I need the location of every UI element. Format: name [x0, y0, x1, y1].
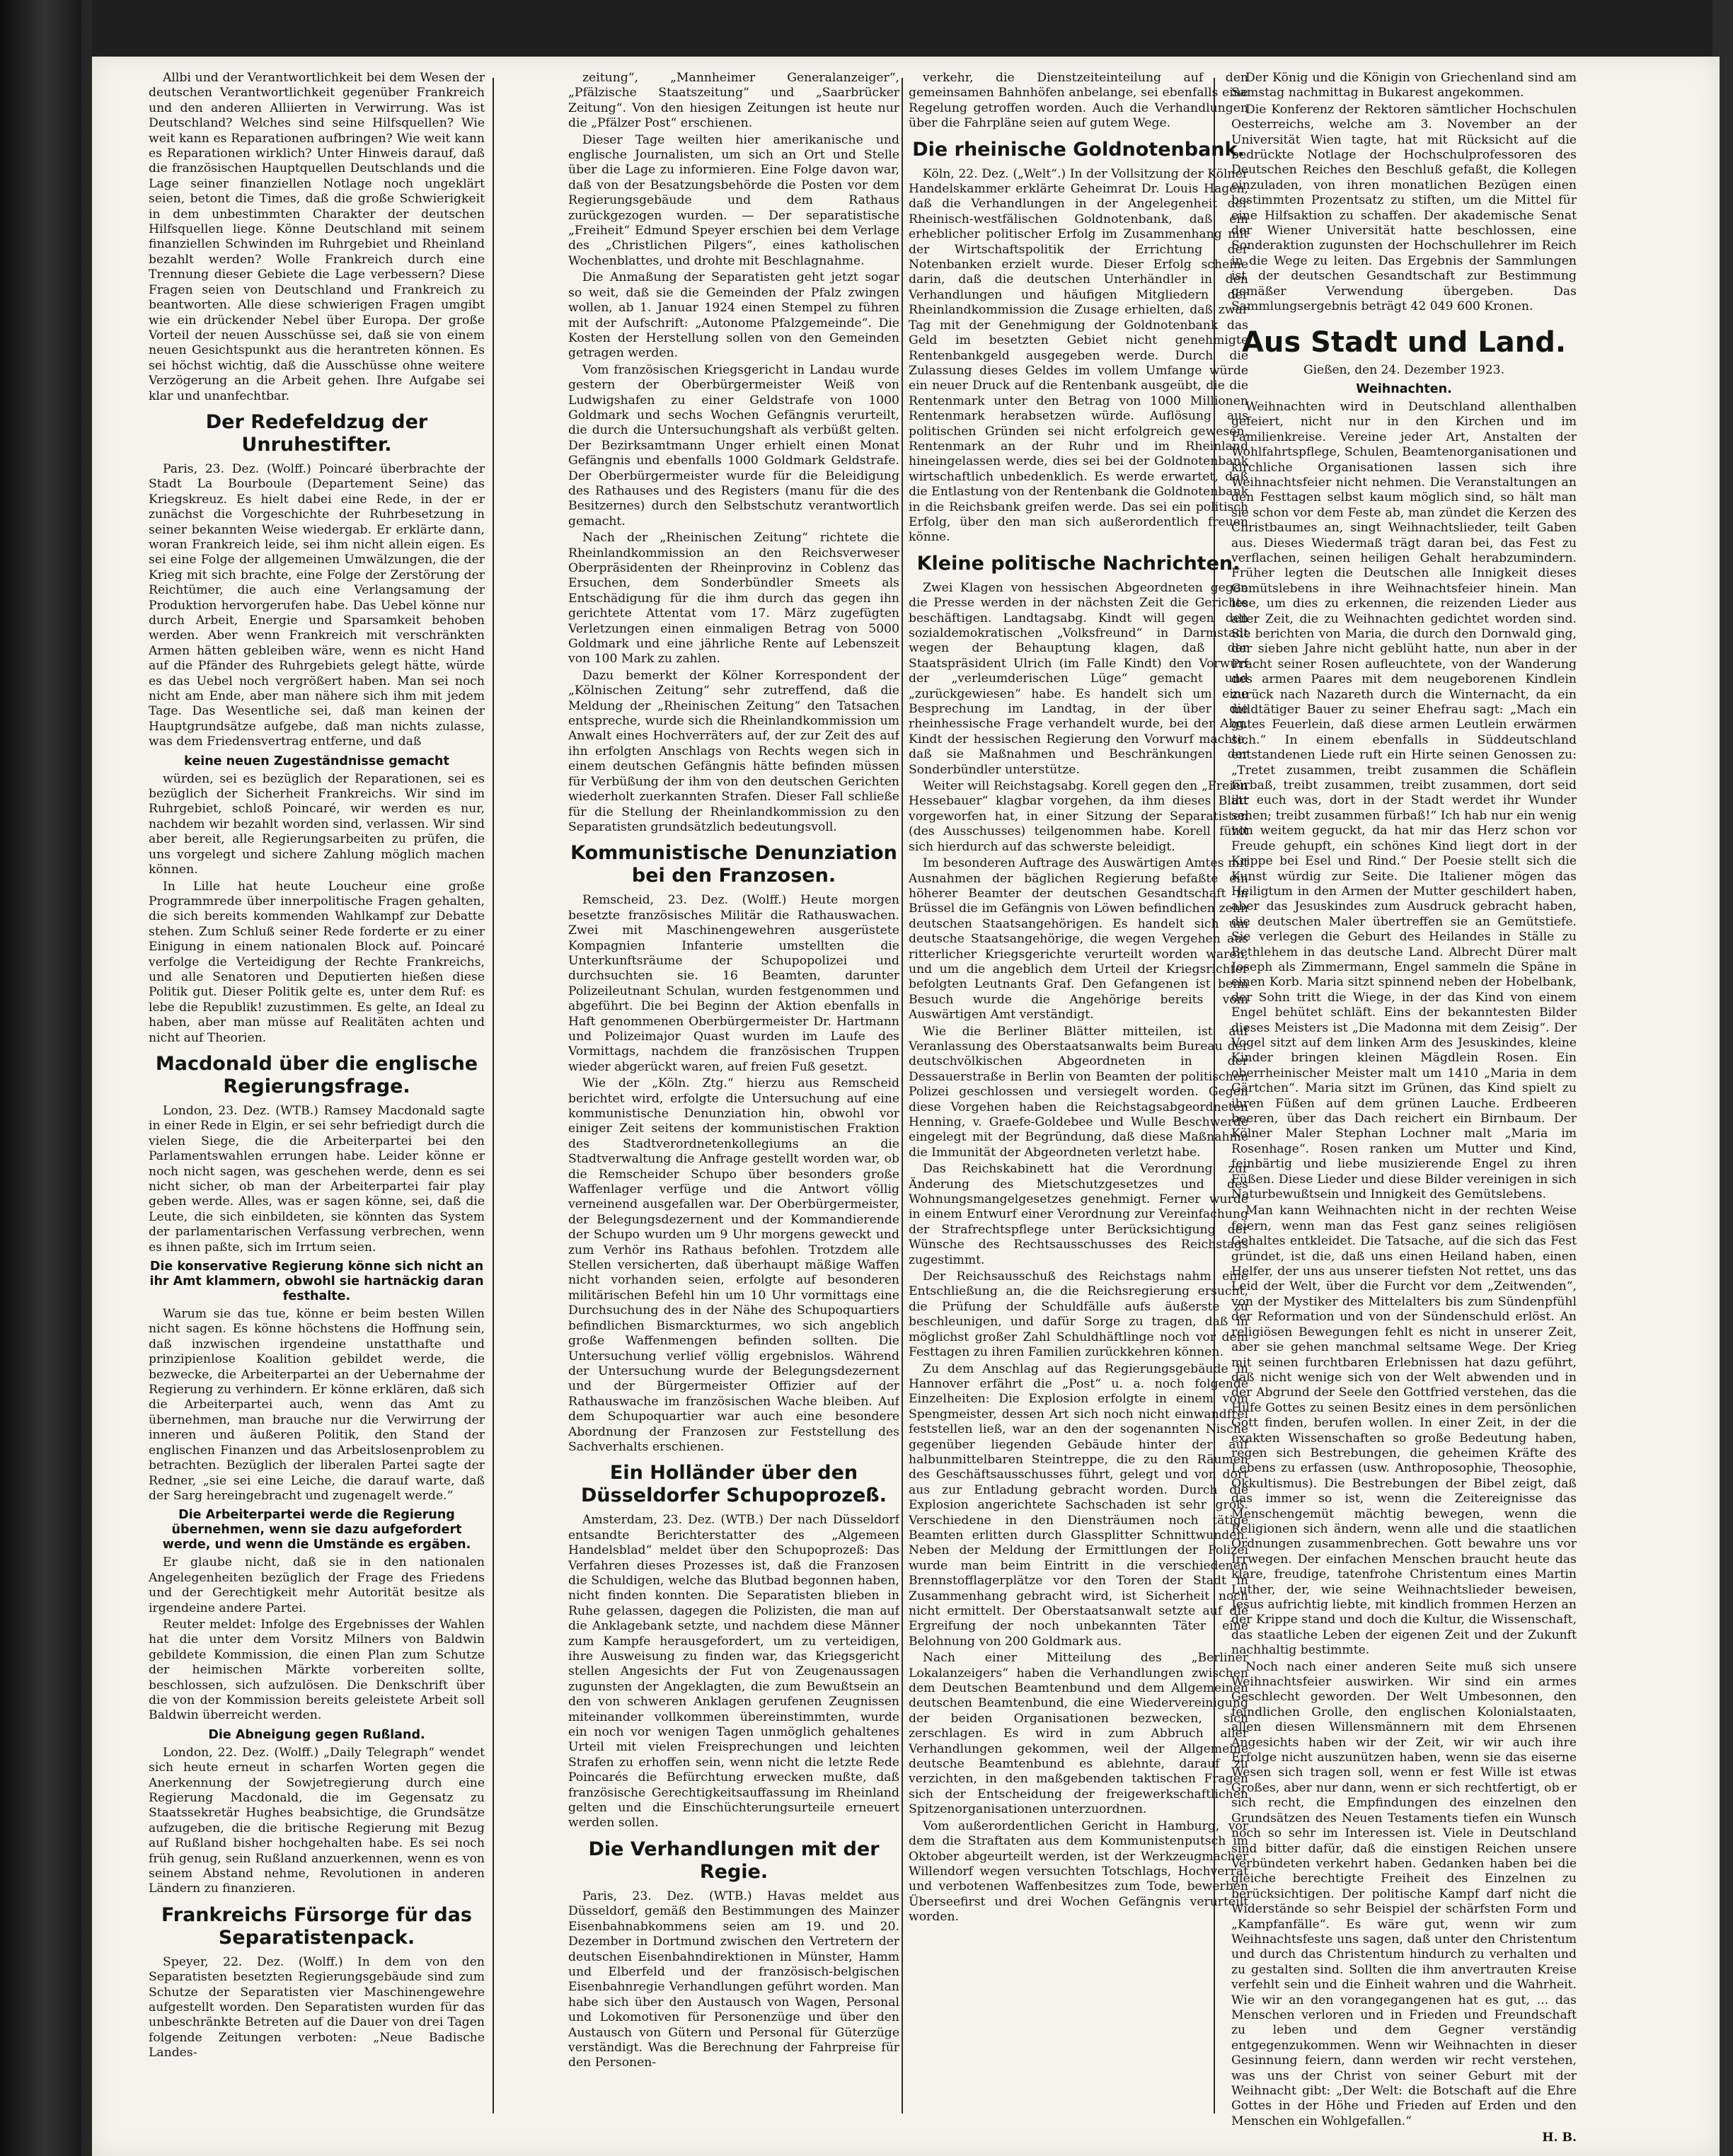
- article-headline: Kleine politische Nachrichten.: [916, 552, 1240, 575]
- section-headline: Aus Stadt und Land.: [1241, 325, 1567, 359]
- article-paragraph: Vom französischen Kriegsgericht in Landau wurde gestern der Oberbürgermeister Weiß von Ludwigshafen zu einer Geldstrafe von 1000 Goldmark und sechs Wochen Gefängnis verurteilt, die durch die Untersuchungshaft als verbüßt gelten. Der Bezirksamtmann Unger erhielt einen Monat Gefängnis und ebenfalls 1000 Goldmark Geldstrafe. Der Oberbürgermeister wurde für die Beleidigung des Rathauses und des Registers (manu für die des Besitzernes) durch den Selbstschutz verantwortlich gemacht.: [568, 362, 899, 529]
- article-paragraph: verkehr, die Dienstzeiteinteilung auf den gemeinsamen Bahnhöfen anbelange, sei ebenfalls eine Regelung getroffen worden. Auch die Verhandlungen über die Fahrpläne seien auf gutem Wege.: [909, 71, 1248, 131]
- article-paragraph: Die Anmaßung der Separatisten geht jetzt sogar so weit, daß sie die Gemeinden der Pfalz zwingen wollen, ab 1. Januar 1924 einen Stempel zu führen mit der Aufschrift: „Autonome Pfalzgemeinde“. Die Kosten der Herstellung sollen von den Gemeinden getragen werden.: [568, 270, 899, 361]
- article-paragraph: Wie die Berliner Blätter mitteilen, ist auf Veranlassung des Oberstaatsanwalts beim Bureau der deutschvölkischen Abgeordneten in der Dessauerstraße in Berlin von Beamten der politischen Polizei geschlossen und versiegelt worden. Gegen diese Vorgehen haben die Reichstagsabgeordneten Henning, v. Graefe-Goldebee und Wulle Beschwerde eingelegt mit der Begründung, daß diese Maßnahme die Immunität der Abgeordneten verletzt habe.: [909, 1024, 1248, 1160]
- article-paragraph: Allbi und der Verantwortlichkeit bei dem Wesen der deutschen Verantwortlichkeit gegenüber Frankreich und den anderen Alliierten in Verwirrung. Was ist Deutschland? Welches sind seine Hilfsquellen? Wie weit kann es Reparationen aufbringen? Wie weit kann es Reparationen wirklich? Unter Hinweis darauf, daß die französischen Hauptquellen Deutschlands und die Lage seiner finanziellen Notlage noch ungeklärt seien, betont die Times, daß die große Schwierigkeit in dem unbestimmten Charakter der deutschen Hilfsquellen liege. Könne Deutschland mit seinem finanziellen Schwinden im Ruhrgebiet und Rheinland bezahlt werden? Wolle Frankreich durch eine Trennung dieser Gebiete die Lage verbessern? Diese Fragen seien von Deutschland und Frankreich zu beantworten. Alle diese schwierigen Fragen umgibt wie ein drückender Nebel über Europa. Der große Vorteil der neuen Ausschüsse sei, daß sie von einem neuen Gesichtspunkt aus die herantreten können. Es sei höchst wichtig, daß die Ausschüsse ohne weitere Verzögerung an die Arbeit gehen. Ihre Aufgabe sei klar und unanfechtbar.: [149, 71, 485, 403]
- book-binding: [0, 0, 81, 2156]
- article-paragraph: Zwei Klagen von hessischen Abgeordneten gegen die Presse werden in der nächsten Zeit die Gerichte beschäftigen. Landtagsabg. Kindt will gegen den sozialdemokratischen „Volksfreund“ in Darmstadt wegen der Behauptung klagen, daß der Staatspräsident Ulrich (im Falle Kindt) den Vorwurf der „verleumderischen Lüge“ gemacht und „zurückgewiesen“ habe. Es handelt sich um eine Besprechung im Landtag, in der über die rheinhessische Frage verhandelt wurde, bei der Abg. Kindt der hessischen Regierung den Vorwurf machte, daß sie Maßnahmen und Beschränkungen der Sonderbündler unterstütze.: [909, 580, 1248, 777]
- article-paragraph: Die Konferenz der Rektoren sämtlicher Hochschulen Oesterreichs, welche am 3. November an der Universität Wien tagte, hat mit Rücksicht auf die bedrückte Notlage der Hochschulprofessoren des Deutschen Reiches den Beschluß gefaßt, die Kollegen einzuladen, von ihren monatlichen Bezügen einen bestimmten Prozentsatz zu stiften, um die Mittel für eine Hilfsaktion zu schaffen. Der akademische Senat der Wiener Universität hatte beschlossen, eine Sonderaktion zugunsten der Hochschullehrer im Reich in die Wege zu leiten. Das Ergebnis der Sammlungen ist der deutschen Gesandtschaft zur Bestimmung gemäßer Verwendung übergeben. Das Sammlungsergebnis beträgt 42 049 600 Kronen.: [1231, 102, 1577, 314]
- article-paragraph: Zu dem Anschlag auf das Regierungsgebäude in Hannover erfährt die „Post“ u. a. noch folgende Einzelheiten: Die Explosion erfolgte in einem vom Spengmeister, dessen Art sich noch nicht einwandfrei feststellen ließ, war an den der sogenannten Nische gegenüber liegenden Gebäude hinter der auf halbunmittelbaren Steintreppe, die zu den Räumen des Geschäftsausschusses führt, gelegt und von dort aus zur Entladung gebracht worden. Durch die Explosion angerichtete Sachschaden ist sehr groß. Verschiedene in den Diensträumen noch tätige Beamten erlitten durch Glassplitter Schnittwunden. Neben der Meldung der Ermittlungen der Polizei wurde man beim Eintritt in die verschiedenen Brennstofflagerplätze vor den Toren der Stadt in Zusammenhang gebracht wird, ist Sicherheit noch nicht ermittelt. Der Oberstaatsanwalt setzte auf die Ergreifung der noch unbekannten Täter eine Belohnung von 200 Goldmark aus.: [909, 1361, 1248, 1649]
- subheadline: Die Abneigung gegen Rußland.: [208, 1727, 425, 1742]
- article-headline: Ein Holländer über den Düsseldorfer Schupoprozeß.: [581, 1462, 887, 1507]
- author-signature: H. B.: [1542, 2131, 1577, 2142]
- subheadline: Die konservative Regierung könne sich nicht an ihr Amt klammern, obwohl sie hartnäckig daran festhalte.: [149, 1259, 484, 1304]
- article-paragraph: Noch nach einer anderen Seite muß sich unsere Weihnachtsfeier auswirken. Wir sind ein armes Geschlecht geworden. Der Welt Umbesonnen, den feindlichen Grolle, den englischen Kolonialstaaten, allen diesen Willensmännern mit dem Ehrsenen Angesichts haben wir der Zeit, wir wir auch ihre Erfolge nicht auszunützen haben, wenn sie das eiserne Wesen sich tragen soll, wenn er fest Wille ist etwas Großes, aber nur dann, wenn er sich rechtfertigt, ob er sich recht, die Empfindungen des einzelnen den Grundsätzen des Neuen Testaments tiefen ein Wunsch noch so sehr im Interessen ist. Viele in Deutschland sind bitter dafür, daß die einstigen Reichen unsere Verbündeten verkehrt haben. Gedanken haben bei die gleiche berechtigte Freiheit des Einzelnen zu berücksichtigen. Der politische Kampf darf nicht die Widerstände so sehr Beispiel der schärfsten Form und „Kampfanfälle“. Es wäre gut, wenn wir zum Weihnachtsfeste uns sagen, daß unter den Christentum und durch das Christentum hindurch zu verhalten und zu gestalten sind. Sollten die ihm anvertrauten Kreise verfehlt sein und die Einheit wahren und die Wahrheit. Wie wir an den vorangegangenen hat es gut, ... das Menschen verloren und in Frieden und Freundschaft zu leben und dem Gegner verständig entgegenzukommen. Wenn wir Weihnachten in dieser Gesinnung feiern, dann werden wir recht verstehen, was uns der Christ von seiner Geburt mit der Weihnacht gibt: „Der Welt: die Botschaft auf die Ehre Gottes in der Höhe und Frieden auf Erden und den Menschen ein Wohlgefallen.“: [1231, 1659, 1577, 2128]
- article-paragraph: Dazu bemerkt der Kölner Korrespondent der „Kölnischen Zeitung“ sehr zutreffend, daß die Meldung der „Rheinischen Zeitung“ den Tatsachen entspreche, wurde sich die Rheinlandkommission um Anwalt eines Hochverräters auf, der zur Zeit des auf ihn erfolgten Anschlags von Rechts wegen sich in einem deutschen Gefängnis hätte befinden müssen für Verbüßung der ihm von den deutschen Gerichten wiederholt zuerkannten Strafen. Dieser Fall schließe für die Stellung der Rheinlandkommission zu den Separatisten grundsätzlich bedeutungsvoll.: [568, 668, 899, 834]
- article-paragraph: Weihnachten wird in Deutschland allenthalben gefeiert, nicht nur in den Kirchen und im Familienkreise. Vereine jeder Art, Anstalten der Wohlfahrtspflege, Schulen, Beamtenorganisationen und kirchliche Organisationen lassen sich ihre Weihnachtsfeier nicht nehmen. Die Veranstaltungen an den Festtagen selbst kaum möglich sind, so hält man sie schon vor dem Feste ab, man zündet die Kerzen des Christbaumes an, singt Weihnachtslieder, teilt Gaben aus. Dieses Wiedermaß trägt daran bei, das Fest zu verflachen, seinen heiligen Gehalt herabzumindern. Früher legten die Deutschen alle Innigkeit dieses Gemütslebens in ihre Weihnachtsfeier hinein. Man lese, um dies zu erkennen, die reizenden Lieder aus aller Zeit, die zu Weihnachten gedichtet worden sind. Sie berichten von Maria, die durch den Dornwald ging, der sieben Jahre nicht geblüht hatte, nun aber in der Pracht seiner Rosen aufleuchtete, von der Wanderung des armen Paares mit dem neugeborenen Kindlein zurück nach Nazareth durch die Winternacht, da ein mildtätiger Bauer zu seiner Ehefrau sagt: „Mach ein gutes Feuerlein, daß diese armen Leutlein erwärmen sich.“ In einem ebenfalls in Süddeutschland entstandenen Liede ruft ein Hirte seinen Genossen zu: „Tretet zusammen, treibt zusammen die Schäflein fürbaß, treibt zusammen, treibt zusammen, dort seid ihr euch was, dort in der Stadt werdet ihr Wunder sehen; treibt zusammen fürbaß!“ Ich hab nur ein wenig von weitem geguckt, da hat mir das Herz schon vor Freude gehupft, ein schönes Kind liegt dort in der Krippe bei Esel und Rind.“ Der Poesie stellt sich die Kunst würdig zur Seite. Die Italiener mögen das Heiligtum in den Armen der Mutter geschildert haben, aber das Jesuskindes zum Ausdruck gebracht haben, die deutschen Maler übertreffen sie an Gemütstiefe. Sie verlegen die Geburt des Heilandes in Ställe zu Bethlehem in das deutsche Land. Albrecht Dürer malt Joseph als Zimmermann, Engel sammeln die Späne in einen Korb. Maria sitzt spinnend neben der Hobelbank, der Sohn tritt die Wiege, in der das Kind von einem Engel behütet schläft. Eins der bekanntesten Bilder dieses Meisters ist „Die Madonna mit dem Zeisig“. Der Vogel sitzt auf dem linken Arm des Jesuskindes, kleine Kinder bringen kleinen Mägdlein Rosen. Ein oberrheinischer Meister malt um 1410 „Maria in dem Gärtchen“. Maria sitzt im Grünen, das Kind spielt zu ihren Füßen auf dem grünen Lauche. Erdbeeren beeren, über das Dach reichert ein Birnbaum. Der Kölner Maler Stephan Lochner malt „Maria im Rosenhage“. Rosen ranken um Mutter und Kind, feinbärtig und liebe musizierende Engel zu ihren Füßen. Diese Lieder und diese Bilder vereinigen in sich Naturbewußtsein und Innigkeit des Gemütslebens.: [1231, 399, 1577, 1202]
- scan-border-top: [92, 0, 1720, 57]
- article-paragraph: Nach einer Mitteilung des „Berliner Lokalanzeigers“ haben die Verhandlungen zwischen dem Deutschen Beamtenbund und dem Allgemeinen deutschen Beamtenbund, die eine Wiedervereinigung der beiden Organisationen bezwecken, sich zerschlagen. Es wird in zum Abbruch aller Verhandlungen gekommen, weil der Allgemeine deutsche Beamtenbund es ablehnte, darauf zu verzichten, in den maßgebenden taktischen Fragen sich der Entscheidung der freigewerkschaftlichen Spitzenorganisationen unterzuordnen.: [909, 1651, 1248, 1817]
- article-paragraph: Speyer, 22. Dez. (Wolff.) In dem von den Separatisten besetzten Regierungsgebäude sind zum Schutze der Separatisten vier Maschinengewehre aufgestellt worden. Den Separatisten wurden für das unbeschränkte Betreten auf die Dauer von drei Tagen folgende Zeitungen verboten: „Neue Badische Landes-: [149, 1954, 485, 2060]
- article-paragraph: Der König und die Königin von Griechenland sind am Samstag nachmittag in Bukarest angekommen.: [1231, 71, 1577, 100]
- column-2: [568, 71, 899, 2142]
- article-headline: Die Verhandlungen mit der Regie.: [588, 1838, 880, 1883]
- article-paragraph: Nach der „Rheinischen Zeitung“ richtete die Rheinlandkommission an den Reichsverweser Oberpräsidenten der Rheinprovinz in Coblenz das Ersuchen, dem Sonderbündler Smeets als Entschädigung für die ihm durch das gegen ihn gerichtete Attentat vom 17. März zugefügten Verletzungen einen einmaligen Betrag von 5000 Goldmark und eine jährliche Rente auf Lebenszeit von 100 Mark zu zahlen.: [568, 531, 899, 667]
- article-headline: Frankreichs Fürsorge für das Separatistenpack.: [161, 1903, 472, 1949]
- article-headline: Die rheinische Goldnotenbank.: [912, 138, 1245, 161]
- subheadline: Die Arbeiterpartei werde die Regierung übernehmen, wenn sie dazu aufgefordert werde, und wenn die Umstände es ergäben.: [162, 1508, 471, 1552]
- article-paragraph: Paris, 23. Dez. (WTB.) Havas meldet aus Düsseldorf, gemäß den Bestimmungen des Mainzer Eisenbahnabkommens seien am 19. und 20. Dezember in Dortmund zwischen den Vertretern der deutschen Eisenbahndirektionen in Münster, Hamm und Elberfeld und der französisch-belgischen Eisenbahnregie Verhandlungen geführt worden. Man habe sich über den Austausch von Wagen, Personal und Lokomotiven für Personenzüge und über den Austausch von Gütern und Personal für Güterzüge verständigt. Was die Berechnung der Fahrpreise für den Personen-: [568, 1889, 899, 2070]
- subheadline: Weihnachten.: [1356, 381, 1452, 396]
- article-paragraph: In Lille hat heute Loucheur eine große Programmrede über innerpolitische Fragen gehalten, die sich bereits kommenden Wahlkampf zur Debatte stehen. Zum Schluß seiner Rede forderte er zu einer Einigung in einem nationalen Block auf. Poincaré verfolge die Verteidigung der Rechte Frankreichs, und alle Senatoren und Deputierten hießen diese Politik gut. Dieser Politik gelte es, unter dem Ruf: es lebe die Republik! zuzustimmen. Es gelte, an Ideal zu haben, aber man müsse auf Realitäten achten und nicht auf Theorien.: [149, 879, 485, 1045]
- article-headline: Macdonald über die englische Regierungsfrage.: [155, 1052, 478, 1097]
- article-paragraph: würden, sei es bezüglich der Reparationen, sei es bezüglich der Sicherheit Frankreichs. Wir sind im Ruhrgebiet, schloß Poincaré, wir werden es nur, nachdem wir bezahlt worden sind, verlassen. Wir sind aber bereit, alle Regierungsarbeiten zu prüfen, die uns vorgelegt und sichere Zahlung möglich machen können.: [149, 771, 485, 877]
- column-1: [149, 71, 485, 2142]
- article-paragraph: Remscheid, 23. Dez. (Wolff.) Heute morgen besetzte französisches Militär die Rathauswachen. Zwei mit Maschinengewehren ausgerüstete Kompagnien Infanterie umstellten die Unterkunftsräume der Schupopolizei und durchsuchten sie. 16 Beamten, darunter Polizeileutnant Schulan, wurden festgenommen und abgeführt. Die bei Beginn der Aktion ebenfalls in Haft genommenen Oberbürgermeister Dr. Hartmann und Polizeimajor Quast wurden im Laufe des Vormittags, nachdem die französischen Truppen wieder abgerückt waren, auf freien Fuß gesetzt.: [568, 893, 899, 1074]
- article-paragraph: Im besonderen Auftrage des Auswärtigen Amtes mit Ausnahmen der bäglichen Regierung befaßte ein höherer Beamter der deutschen Gesandtschaft in Brüssel die im Gefängnis von Löwen befindlichen zehn deutschen Staatsangehörigen. Es handelt sich um deutsche Staatsangehörige, die wegen Vergehen aus ritterlicher Kriegsgerichte verurteilt worden waren, und um die angeblich dem Urteil der Kriegsrichter befolgten Leutnants Graf. Den Gefangenen ist beim Besuch wurde die Angehörige bereits vom Auswärtigen Amt verständigt.: [909, 856, 1248, 1022]
- article-paragraph: Köln, 22. Dez. („Welt“.) In der Vollsitzung der Kölner Handelskammer erklärte Geheimrat Dr. Louis Hagen, daß die Verhandlungen in der Angelegenheit der Rheinisch-westfälischen Goldnotenbank, daß ein erheblicher politischer Erfolg im Zusammenhang mit der Wirtschaftspolitik der Errichtung der Notenbanken erzielt wurde. Dieser Erfolg scheine darin, daß die deutschen Unterhändler in den Verhandlungen und häufigen Mitgliedern der Rheinlandkommission die Zusage erhielten, daß zwar Tag mit der Genehmigung der Goldnotenbank das Geld im besetzten Gebiet nicht genehmigte Rentenbankgeld ausgegeben werde. Durch die Zulassung dieses Geldes im vollem Umfange würde ein neuer Druck auf die Rentenbank ausgeübt, die die Rentenmark unter den Betrag von 1000 Millionen Rentenmark herabsetzen würde. Auflösung aus politischen Gründen sei nicht erfolgreich gewesen, Rentenmark an der Ruhr und im Rheinland hineingelassen werde, dies sei bei der Goldnotenbank wirtschaftlich unbedenklich. Es werde erwartet, daß die Entlastung von der Rentenbank die Goldnotenbank in die Reichsbank greifen werde. Das sei ein politisch Erfolg, über den man sich außerordentlich freuen könne.: [909, 166, 1248, 545]
- column-3: [909, 71, 1248, 2142]
- column-4: [1231, 71, 1577, 2142]
- article-paragraph: Wie der „Köln. Ztg.“ hierzu aus Remscheid berichtet wird, erfolgte die Untersuchung auf eine kommunistische Denunziation hin, obwohl vor einiger Zeit seitens der kommunistischen Fraktion des Stadtverordnetenkollegiums an die Stadtverwaltung die Anfrage gestellt worden war, ob die Remscheider Schupo über besonders große Waffenlager verfüge und die Antwort völlig verneinend ausgefallen war. Der Oberbürgermeister, der Belegungsdezernent und der Kommandierende der Schupo wurden um 9 Uhr morgens geweckt und zum Verhör ins Rathaus befohlen. Trotzdem alle Stellen versicherten, daß überhaupt mäßige Waffen nicht vorhanden seien, erfolgte auf besonderen militärischen Befehl hin um 10 Uhr vormittags eine Durchsuchung des in der Nähe des Schupoquartiers befindlichen Bismarckturmes, wo sich angeblich große Waffenmengen befinden sollten. Die Untersuchung verlief völlig ergebnislos. Während der Untersuchung wurde der Belegungsdezernent und der Bürgermeister Offizier auf der Rathauswache im französischen Wache bleiben. Auf dem Schupoquartier war auch eine besondere Abordnung der Franzosen zur Feststellung des Sachverhalts erschienen.: [568, 1076, 899, 1454]
- article-headline: Der Redefeldzug der Unruhestifter.: [205, 410, 428, 456]
- dateline: Gießen, den 24. Dezember 1923.: [1303, 362, 1504, 377]
- article-paragraph: Vom außerordentlichen Gericht in Hamburg, vor dem die Straftaten aus dem Kommunistenputsch im Oktober abgeurteilt werden, ist der Werkzeugmacher Willendorf wegen versuchten Totschlags, Hochverrat und verbotenen Waffenbesitzes zum Tode, bewerben Überseefirst und drei Wochen Gefängnis verurteilt worden.: [909, 1818, 1248, 1925]
- article-paragraph: Man kann Weihnachten nicht in der rechten Weise feiern, wenn man das Fest ganz seines religiösen Gehaltes entkleidet. Die Tatsache, auf die sich das Fest gründet, ist die, daß uns einen Heiland haben, einen Helfer, der uns aus unserer tiefsten Not rettet, uns das Leid der Welt, über die Furcht vor dem „Zeitwenden“, von der Mystiker des Mittelalters bis zum Sündenpfühl der Reformation und von der Sündenschuld erlöst. An religiösen Bewegungen fehlt es nicht in unserer Zeit, aber sie gehen manchmal seltsame Wege. Der Krieg mit seinen furchtbaren Erlebnissen hat dazu geführt, daß nicht wenige sich von der Welt abwenden und in der Abgrund der Seele den Gottfried verstehen, das die Hilfe Gottes zu seinen Besitz eines in dem persönlichen Gott finden, berufen wollen. In einer Zeit, in der die exakten Wissenschaften so große Bedeutung haben, regen sich Bestrebungen, die geheimen Kräfte des Lebens zu erfassen (usw. Anthroposophie, Theosophie, Okkultismus). Die Bestrebungen der Bibel zeigt, daß das immer so ist, wenn die Zeitereignisse das Menschengemüt mächtig bewegen, wenn die Religionen sich ändern, wenn alle und die staatlichen Ordnungen zusammenbrechen. Gott bewahre uns vor Irrwegen. Der einfachen Menschen braucht heute das klare, freudige, tatenfrohe Christentum eines Martin Luther, der, wie seine Weihnachtslieder beweisen, Jesus aufrichtig liebte, mit kindlich frommen Herzen an der Krippe stand und doch die Kultur, die Wissenschaft, das staatliche Leben der eigenen Zeit und der Zukunft nachhaltig bestimmte.: [1231, 1204, 1577, 1658]
- article-paragraph: Der Reichsausschuß des Reichstags nahm eine Entschließung an, die die Reichsregierung ersucht, die Prüfung der Schuldfälle aufs äußerste zu beschleunigen, und dafür Sorge zu tragen, daß in möglichst großer Zahl Schuldhäftlinge noch vor dem Festtagen zu ihren Familien zurückkehren können.: [909, 1269, 1248, 1360]
- article-headline: Kommunistische Denunziation bei den Franzosen.: [570, 842, 897, 887]
- subheadline: keine neuen Zugeständnisse gemacht: [184, 754, 449, 768]
- column-rule: [902, 78, 903, 2114]
- article-paragraph: zeitung“, „Mannheimer Generalanzeiger“, „Pfälzische Staatszeitung“ und „Saarbrücker Zeitung“. Von den hiesigen Zeitungen ist heute nur die „Pfälzer Post“ erschienen.: [568, 71, 899, 131]
- column-rule: [493, 78, 494, 2114]
- article-paragraph: Amsterdam, 23. Dez. (WTB.) Der nach Düsseldorf entsandte Berichterstatter des „Algemeen Handelsblad“ meldet über den Schupoprozeß: Das Verfahren dieses Prozesses ist, daß die Franzosen die Schuldigen, welche das Blutbad begonnen haben, nicht finden konnten. Die Separatisten blieben in Ruhe gelassen, dagegen die Polizisten, die man auf die Anklagebank setzte, und nachdem diese Männer zum Kampfe herausgefordert, um zu verteidigen, ihre Ausweisung zu finden war, das Kriegsgericht stellen Angesichts der Fut von Zeugenaussagen zugunsten der Angeklagten, die zum Bewußtsein an den von schweren Anklagen gerufenen Zeugnissen miteinander vollkommen übereinstimmten, wurde ein noch vor wenigen Tagen unmöglich gehaltenes Urteil mit vielen Freisprechungen und leichten Strafen zu erhoffen sein, wenn nicht die letzte Rede Poincarés die Befürchtung erwecken mußte, daß französische Gerechtigkeitsauffassung im Rheinland gelten und die Einschüchterungsurteile erneuert werden sollen.: [568, 1513, 899, 1831]
- article-paragraph: Warum sie das tue, könne er beim besten Willen nicht sagen. Es könne höchstens die Hoffnung sein, daß inzwischen irgendeine unstatthafte und prinzipienlose Koalition gebildet werde, die bezwecke, die Arbeiterpartei an der Uebernahme der Regierung zu verhindern. Er könne erklären, daß sich die Arbeiterpartei auch, wenn das Amt zu übernehmen, man brauche nur die Verwirrung der inneren und äußeren Politik, den Stand der englischen Finanzen und das Arbeitslosenproblem zu betrachten. Bezüglich der liberalen Partei sagte der Redner, „sie sei eine Leiche, die darauf warte, daß der Sarg hereingebracht und zugenagelt werde.“: [149, 1307, 485, 1503]
- article-paragraph: Das Reichskabinett hat die Verordnung zur Änderung des Mietschutzgesetzes und des Wohnungsmangelgesetzes genehmigt. Ferner wurde in einem Entwurf einer Verordnung zur Vereinfachung der Strafrechtspflege unter Berücksichtigung der Wünsche des Rechtsausschusses des Reichstags zugestimmt.: [909, 1162, 1248, 1267]
- article-paragraph: London, 23. Dez. (WTB.) Ramsey Macdonald sagte in einer Rede in Elgin, er sei sehr befriedigt durch die vielen Siege, die die Arbeiterpartei bei den Parlamentswahlen errungen habe. Leider könne er noch nicht sagen, was geschehen werde, denn es sei nicht sicher, ob man der Arbeiterpartei fair play geben werde. Alles, was er sagen könne, sei, daß die Leute, die sich einbildeten, sie könnten das System der parlamentarischen Verfassung verbrechen, wenn es ihnen paßte, sich im Irrtum seien.: [149, 1103, 485, 1255]
- article-paragraph: Paris, 23. Dez. (Wolff.) Poincaré überbrachte der Stadt La Bourboule (Departement Seine) das Kriegskreuz. Es hielt dabei eine Rede, in der er zunächst die Vorgeschichte der Ruhrbesetzung in seiner bekannten Weise wiedergab. Er erklärte dann, woran Frankreich leide, sei ihm nicht allein eigen. Es sei eine Folge der allgemeinen Umwälzungen, die der Krieg mit sich brachte, eine Folge der Zerstörung der Reichtümer, die auch eine Verlangsamung der Produktion hervorgerufen habe. Das Uebel könne nur durch Arbeit, Energie und Sparsamkeit behoben werden. Aber wenn Frankreich mit verschränkten Armen hätten gebleiben wäre, wenn es nicht Hand auf die Pfänder des Ruhrgebiets gelegt hätte, würde es das Uebel noch vergrößert haben. Man sei noch nicht am Ende, aber man nähere sich ihm mit jedem Tage. Das Wesentliche sei, daß man keinen der Hauptgrundsätze aufgebe, daß man nichts zulasse, was dem Friedensvertrag entferne, und daß: [149, 461, 485, 749]
- article-paragraph: Reuter meldet: Infolge des Ergebnisses der Wahlen hat die unter dem Vorsitz Milners von Baldwin gebildete Kommission, die einen Plan zum Schutze der heimischen Märkte vorbereiten sollte, beschlossen, sich aufzulösen. Die Denkschrift über die von der Kommission bereits geleistete Arbeit soll Baldwin überreicht werden.: [149, 1617, 485, 1723]
- article-paragraph: London, 22. Dez. (Wolff.) „Daily Telegraph“ wendet sich heute erneut in scharfen Worten gegen die Anerkennung der Sowjetregierung durch eine Regierung Macdonald, die im Gegensatz zu Staatssekretär Hughes beabsichtige, die Grundsätze aufzugeben, die die britische Regierung mit Bezug auf Rußland bisher hochgehalten habe. Es sei noch früh genug, sein Rußland anzuerkennen, wenn es von seinem Abstand nehme, Revolutionen in anderen Ländern zu finanzieren.: [149, 1745, 485, 1896]
- article-paragraph: Er glaube nicht, daß sie in den nationalen Angelegenheiten bezüglich der Frage des Friedens und der Gerechtigkeit mehr Autorität besitze als irgendeine andere Partei.: [149, 1555, 485, 1615]
- article-paragraph: Weiter will Reichstagsabg. Korell gegen den „Freien Hessebauer“ klagbar vorgehen, da ihm dieses Blatt vorgeworfen hat, in einer Sitzung der Separatisten (des Ausschusses) teilgenommen habe. Korell fühlt sich hierdurch auf das schwerste beleidigt.: [909, 779, 1248, 854]
- article-paragraph: Dieser Tage weilten hier amerikanische und englische Journalisten, um sich an Ort und Stelle über die Lage zu informieren. Eine Folge davon war, daß von der Besatzungsbehörde die Posten vor dem Regierungsgebäude und dem Rathaus zurückgezogen wurden. — Der separatistische „Freiheit“ Edmund Speyer erschien bei dem Verlage des „Christlichen Pilgers“, eines katholischen Wochenblattes, und drohte mit Beschlagnahme.: [568, 132, 899, 268]
